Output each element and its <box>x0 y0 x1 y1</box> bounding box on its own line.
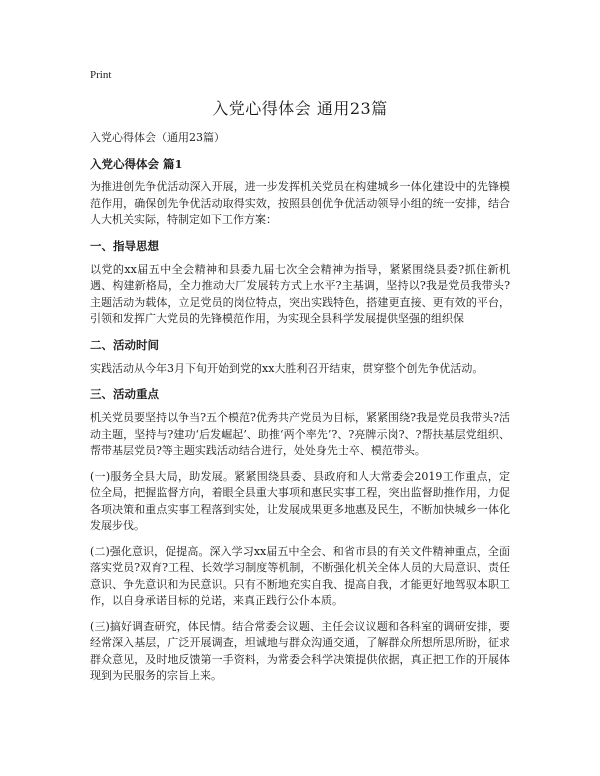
paragraph-item-two: (二)强化意识，促提高。深入学习xx届五中全会、和省市县的有关文件精神重点，全面落实党员?双育?工程、长效学习制度等机制，不断强化机关全体人员的大局意识、责任意识、争先意识和为民意识。只有不断地充实自我、提高自我，才能更好地驾驭本职工作，以自身承诺目标的兑诺，来真正践行公仆本质。 <box>90 544 510 607</box>
paragraph-activity-time: 实践活动从今年3月下旬开始到党的xx大胜利召开结束，贯穿整个创先争优活动。 <box>90 361 484 375</box>
document-subtitle: 入党心得体会（通用23篇） <box>90 131 225 144</box>
paragraph-activity-focus: 机关党员要坚持以争当?五个模范?优秀共产党员为目标，紧紧围绕?我是党员我带头?活动主题，坚持与?建功‘后发崛起’、助推‘两个率先’?、?亮牌示岗?、?帮扶基层党组织、帮带基层党员?等主题实践活动结合进行，处处身先士卒、模范带头。 <box>90 411 510 457</box>
paragraph-guiding-ideology: 以党的xx届五中全会精神和县委九届七次全会精神为指导，紧紧围绕县委?抓住新机遇、构建新格局，全力推动大厂发展转方式上水平?主基调，坚持以?我是党员我带头?主题活动为载体，立足党员的岗位特点，突出实践特色，搭建更直接、更有效的平台，引领和发挥广大党员的先锋模范作用，为实现全县科学发展提供坚强的组织保 <box>90 262 510 325</box>
intro-paragraph: 为推进创先争优活动深入开展，进一步发挥机关党员在构建城乡一体化建设中的先锋模范作用，确保创先争优活动取得实效，按照县创优争优活动领导小组的统一安排，结合人大机关实际，特制定如下工作方案： <box>90 180 510 226</box>
print-label: Print <box>90 69 112 81</box>
document-title: 入党心得体会 通用23篇 <box>212 99 388 118</box>
heading-activity-focus: 三、活动重点 <box>90 387 159 401</box>
paragraph-item-three: (三)搞好调查研究，体民情。结合常委会议题、主任会议议题和各科室的调研安排，要经常深入基层，广泛开展调查，坦诚地与群众沟通交通，了解群众所想所思所盼，征求群众意见，及时地反馈第一手资料，为常委会科学决策提供依据，真正把工作的开展体现到为民服务的宗旨上来。 <box>90 619 510 682</box>
heading-activity-time: 二、活动时间 <box>90 337 159 352</box>
heading-guiding-ideology: 一、指导思想 <box>90 238 159 253</box>
section-heading: 入党心得体会 篇1 <box>90 157 183 171</box>
paragraph-item-one: (一)服务全县大局，助发展。紧紧围绕县委、县政府和人大常委会2019工作重点，定位全局，把握监督方向，着眼全县重大事项和惠民实事工程，突出监督助推作用，力促各项决策和重点实事工程落到实处，让发展成果更多地惠及民生，不断加快城乡一体化发展步伐。 <box>90 469 510 532</box>
